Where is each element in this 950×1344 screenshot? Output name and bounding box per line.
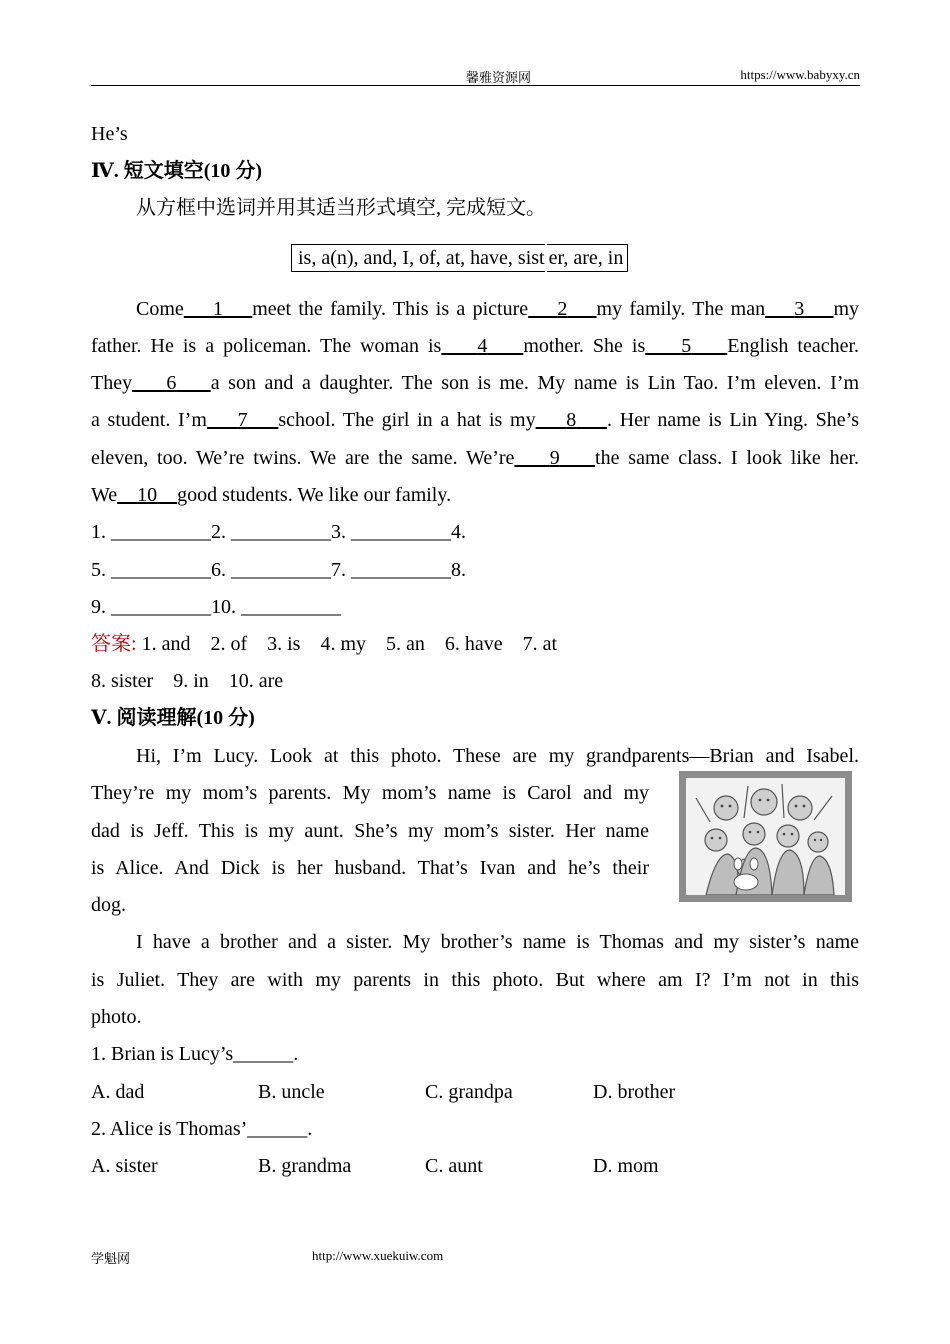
answer-key-text: 1. and 2. of 3. is 4. my 5. an 6. have 7. at [141, 633, 558, 655]
passage-text: a student. I’m [91, 409, 207, 431]
answer-blanks-line-3: 9. __________10. __________ [91, 596, 341, 618]
passage-text: eleven, too. We’re twins. We are the same. We’re [91, 447, 515, 469]
answer-blanks-line-1: 1. __________2. __________3. __________4. [91, 521, 466, 543]
previous-answer: He’s [91, 123, 128, 145]
passage-text: English teacher. [727, 335, 860, 357]
reading-p2-line-1: I have a brother and a sister. My brother’s name is Thomas and my sister’s name [136, 931, 859, 953]
question-1-option-b[interactable]: B. uncle [258, 1081, 325, 1103]
question-2-option-d[interactable]: D. mom [593, 1155, 659, 1177]
reading-p2-line-2: is Juliet. They are with my parents in this photo. But where am I? I’m not in this [91, 969, 859, 991]
passage-text: the same class. I look like her. [595, 447, 860, 469]
word-box [291, 244, 628, 271]
passage-text: meet the family. This is a picture [252, 298, 529, 320]
blank-2: 2 [557, 298, 568, 320]
family-photo [679, 771, 852, 902]
section-4-instruction: 从方框中选词并用其适当形式填空, 完成短文。 [136, 197, 546, 219]
header-site-name: 馨雅资源网 [466, 70, 532, 85]
family-photo-illustration [686, 778, 845, 895]
passage-text: Come [136, 298, 184, 320]
answer-key-line-2: 8. sister 9. in 10. are [91, 670, 284, 692]
question-2-option-b[interactable]: B. grandma [258, 1155, 352, 1177]
passage-text: mother. She is [523, 335, 646, 357]
passage-line-4 [91, 408, 859, 432]
question-1-stem: 1. Brian is Lucy’s______. [91, 1043, 299, 1065]
passage-text: a son and a daughter. The son is me. My name is Lin Tao. I’m eleven. I’m [210, 372, 860, 394]
section-5-heading: Ⅴ. 阅读理解(10 分) [91, 707, 255, 729]
footer-site-url[interactable]: http://www.xuekuiw.com [312, 1248, 444, 1263]
reading-p2-line-3: photo. [91, 1006, 142, 1028]
reading-p1-line-2: They’re my mom’s parents. My mom’s name is Carol and my [91, 782, 649, 804]
blank-7: 7 [237, 409, 248, 431]
blank-9: 9 [549, 447, 560, 469]
passage-line-5 [91, 446, 859, 470]
question-1-option-c[interactable]: C. grandpa [425, 1081, 513, 1103]
question-1-option-a[interactable]: A. dad [91, 1081, 145, 1103]
question-2-option-a[interactable]: A. sister [91, 1155, 158, 1177]
blank-6: 6 [166, 372, 177, 394]
question-2-stem: 2. Alice is Thomas’______. [91, 1118, 313, 1140]
blank-4: 4 [477, 335, 488, 357]
passage-text: father. He is a policeman. The woman is [91, 335, 442, 357]
answer-blanks-line-2: 5. __________6. __________7. __________8. [91, 559, 466, 581]
answer-key-line-1 [91, 632, 557, 656]
passage-text: school. The girl in a hat is my [278, 409, 536, 431]
passage-text: my family. The man [596, 298, 766, 320]
passage-text: good students. We like our family. [177, 484, 452, 506]
question-2-option-c[interactable]: C. aunt [425, 1155, 483, 1177]
blank-8: 8 [566, 409, 577, 431]
passage-text: They [91, 372, 133, 394]
blank-3: 3 [794, 298, 805, 320]
passage-line-3 [91, 371, 859, 395]
passage-text: . Her name is Lin Ying. She’s [607, 409, 859, 431]
question-1-option-d[interactable]: D. brother [593, 1081, 676, 1103]
blank-5: 5 [681, 335, 692, 357]
reading-p1-line-4: is Alice. And Dick is her husband. That’s Ivan and he’s their [91, 857, 649, 879]
header-rule [91, 85, 860, 86]
word-box-part-2: er, are, in [547, 244, 629, 272]
reading-p1-line-5: dog. [91, 894, 126, 916]
answer-label: 答案: [91, 633, 137, 655]
section-4-heading: Ⅳ. 短文填空(10 分) [91, 160, 263, 182]
reading-p1-line-1: Hi, I’m Lucy. Look at this photo. These are my grandparents—Brian and Isabel. [136, 745, 859, 767]
word-box-part-1: is, a(n), and, I, of, at, have, sist [291, 244, 545, 272]
passage-line-1 [136, 297, 859, 321]
header-site-url[interactable]: https://www.babyxy.cn [740, 67, 860, 82]
passage-line-6 [91, 483, 451, 507]
reading-p1-line-3: dad is Jeff. This is my aunt. She’s my mom’s sister. Her name [91, 820, 649, 842]
blank-10: 10 [137, 484, 158, 506]
passage-text: my [833, 298, 860, 320]
blank-1: 1 [212, 298, 223, 320]
passage-text: We [91, 484, 118, 506]
footer-site-name: 学魁网 [91, 1251, 131, 1266]
passage-line-2 [91, 334, 859, 358]
